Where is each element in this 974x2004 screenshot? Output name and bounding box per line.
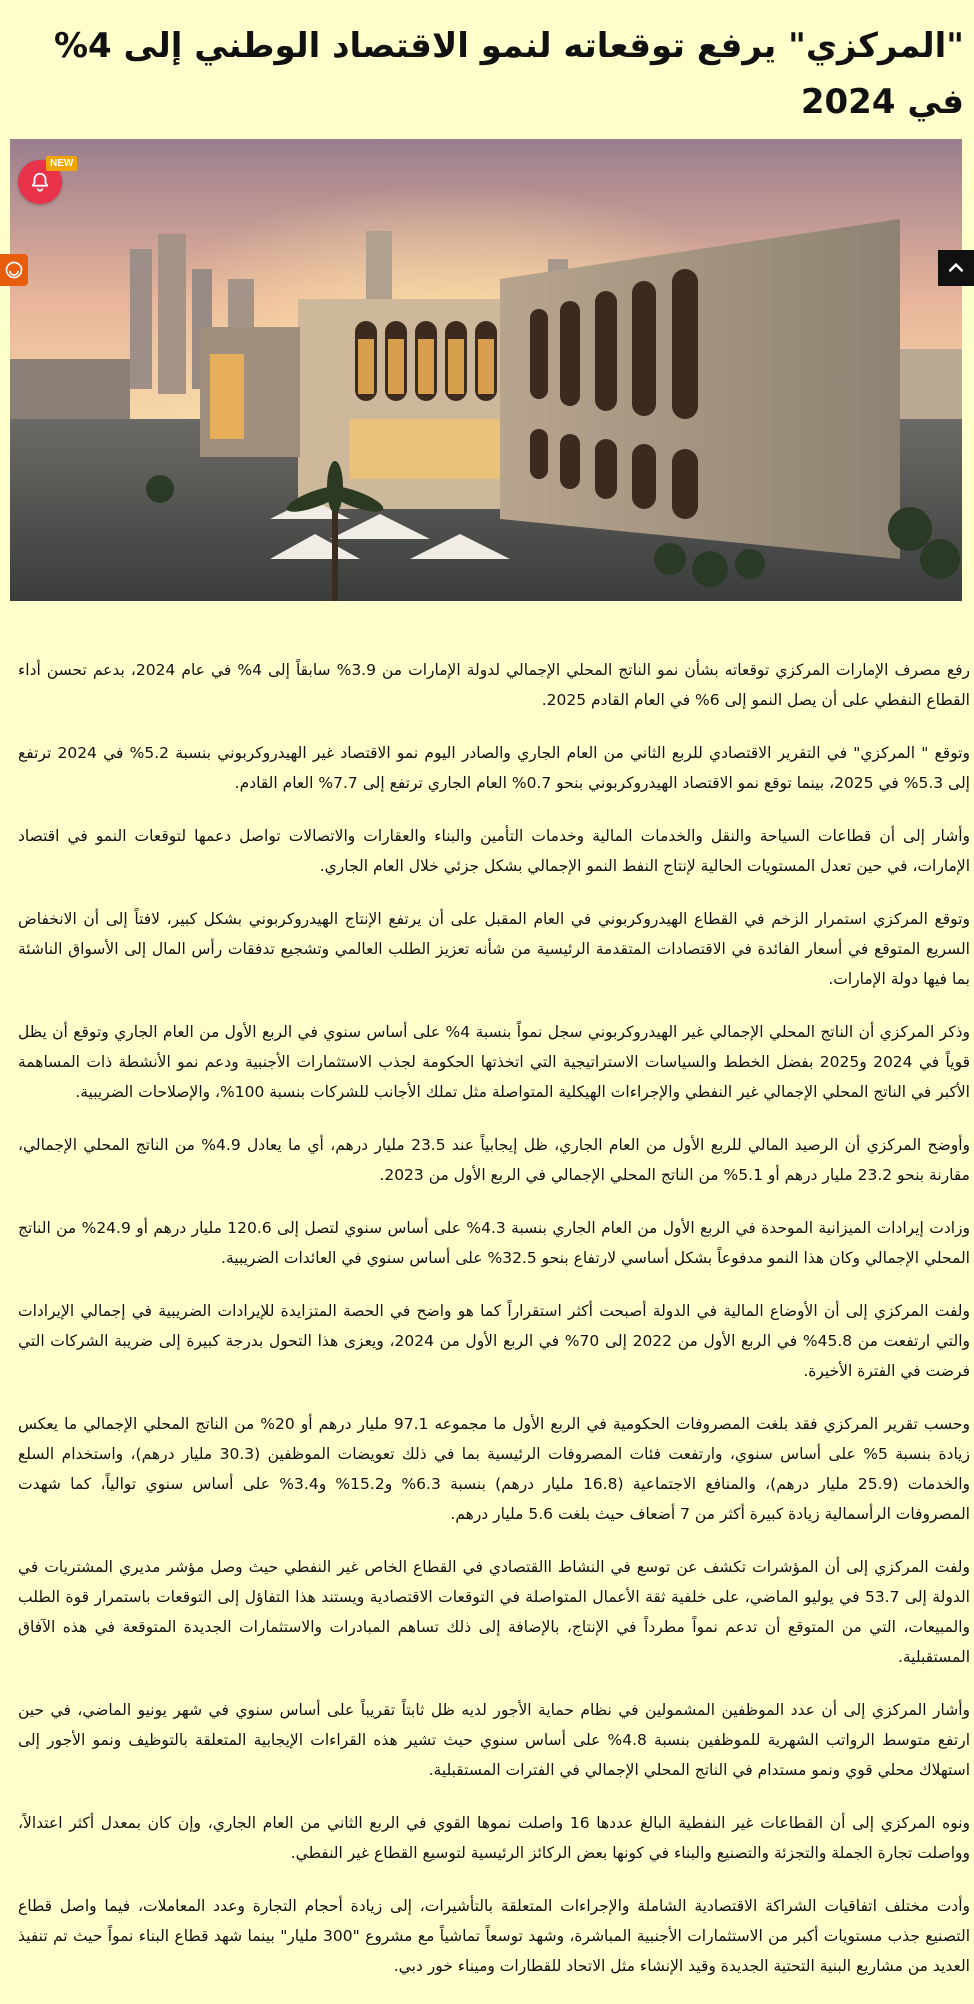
article-hero-image [10,139,962,601]
article-paragraph: وتوقع " المركزي" في التقرير الاقتصادي للربع الثاني من العام الجاري والصادر اليوم نمو الاقتصاد غير الهيدروكربوني بنسبة 5.2% في 2024 ترتفع إلى 5.3% في 2025، بينما توقع نمو الاقتصاد الهيدروكربوني بنحو 0.7% العام الجاري ترتفع إلى 7.7% العام القادم. [18,744,971,792]
article-paragraph: ولفت المركزي إلى أن الأوضاع المالية في الدولة أصبحت أكثر استقراراً كما هو واضح في الحصة المتزايدة للإيرادات الضريبية في إجمالي الإيرادات والتي ارتفعت من 45.8% في الربع الأول من 2022 إلى 70% في الربع الأول من 2024، ويعزى هذا التحول بدرجة كبيرة إلى ضريبة الشركات التي فرضت في الفترة الأخيرة. [18,1302,970,1380]
article-paragraph: ولفت المركزي إلى أن المؤشرات تكشف عن توسع في النشاط االقتصادي في القطاع الخاص غير النفطي حيث وصل مؤشر مديري المشتريات في الدولة إلى 53.7 في يوليو الماضي، على خلفية ثقة الأعمال المتواصلة في التوقعات الاقتصادية ويستند هذا التفاؤل إلى التوقعات باستمرار قوة الطلب والمبيعات، التي من المتوقع أن تدعم نمواً مطرداً في الإنتاج، بالإضافة إلى ذلك تساهم المبادرات والاستثمارات الجديدة المتوقعة في هذه الآفاق المستقبلية. [18,1558,970,1666]
article-paragraph: وحسب تقرير المركزي فقد بلغت المصروفات الحكومية في الربع الأول ما مجموعه 97.1 مليار درهم أو 20% من الناتج المحلي الإجمالي ما يعكس زيادة بنسبة 5% على أساس سنوي، وارتفعت فئات المصروفات الرئيسية بما في ذلك تعويضات الموظفين (30.3 مليار درهم)، واستخدام السلع والخدمات (25.9 مليار درهم)، والمنافع الاجتماعية (16.8 مليار درهم) بنسبة 6.3% و15.2% و3.4% على أساس سنوي توالياً، كما شهدت المصروفات الرأسمالية زيادة كبيرة أكثر من 7 أضعاف حيث بلغت 5.6 مليار درهم. [18,1415,971,1523]
article-paragraph: وذكر المركزي أن الناتج المحلي الإجمالي غير الهيدروكربوني سجل نمواً بنسبة 4% على أساس سنوي في الربع الأول من العام الجاري وتوقع أن يظل قوياً في 2024 و2025 بفضل الخطط والسياسات الاستراتيجية التي اتخذتها الحكومة لجذب الاستثمارات الأجنبية ودعم نمو الأنشطة ذات المساهمة الأكبر في الناتج المحلي الإجمالي غير النفطي والإجراءات الهيكلية المتواصلة مثل تملك الأجانب للشركات بنسبة 100%، والإصلاحات الضريبية. [18,1023,971,1101]
bell-icon [29,171,51,193]
article-paragraph: وأشار المركزي إلى أن عدد الموظفين المشمولين في نظام حماية الأجور لديه ظل ثابتاً تقريباً على أساس سنوي في شهر يونيو الماضي، في حين ارتفع متوسط الرواتب الشهرية للموظفين بنسبة 4.8% على أساس سنوي حيث تشير هذه القراءات الإيجابية المتعلقة بالتوظيف ونمو الأجور إلى استهلاك محلي قوي ونمو مستدام في الناتج المحلي الإجمالي في الفترات المستقبلية. [18,1701,970,1779]
article-paragraph: وتوقع المركزي استمرار الزخم في القطاع الهيدروكربوني في العام المقبل على أن يرتفع الإنتاج الهيدروكربوني بشكل كبير، لافتاً إلى أن الانخفاض السريع المتوقع في أسعار الفائدة في الاقتصادات المتقدمة الرئيسية من شأنه تعزيز الطلب العالمي وتشجيع تدفقات رأس المال إلى الأسواق الناشئة بما فيها دولة الإمارات. [18,910,970,988]
new-badge: NEW [46,156,77,171]
article-body [18,655,970,2004]
article-paragraph: رفع مصرف الإمارات المركزي توقعاته بشأن نمو الناتج المحلي الإجمالي لدولة الإمارات من 3.9% سابقاً إلى 4% في عام 2024، بدعم تحسن أداء القطاع النفطي على أن يصل النمو إلى 6% في العام القادم 2025. [18,661,971,709]
side-chat-widget[interactable] [0,254,28,286]
back-to-top-button[interactable] [938,250,974,286]
chevron-up-icon [946,258,966,278]
article-paragraph: ونوه المركزي إلى أن القطاعات غير النفطية البالغ عددها 16 واصلت نموها القوي في الربع الثاني من العام الجاري، وإن كان بمعدل أكثر اعتدالاً، وواصلت تجارة الجملة والتجزئة والتصنيع والبناء في كونها بعض الركائز الرئيسية لتوسيع القطاع غير النفطي. [18,1814,970,1862]
article-paragraph: وأوضح المركزي أن الرصيد المالي للربع الأول من العام الجاري، ظل إيجابياً عند 23.5 مليار درهم، أي ما يعادل 4.9% من الناتج المحلي الإجمالي، مقارنة بنحو 23.2 مليار درهم أو 5.1% من الناتج المحلي الإجمالي في الربع الأول من 2023. [18,1136,971,1184]
article-title: "المركزي" يرفع توقعاته لنمو الاقتصاد الوطني إلى 4% في 2024 [53,26,964,122]
article-paragraph: وزادت إيرادات الميزانية الموحدة في الربع الأول من العام الجاري بنسبة 4.3% على أساس سنوي لتصل إلى 120.6 مليار درهم أو 24.9% من الناتج المحلي الإجمالي وكان هذا النمو مدفوعاً بشكل أساسي لارتفاع بنحو 32.5% على أساس سنوي في العائدات الضريبية. [18,1219,970,1267]
chat-icon [4,260,24,280]
article-paragraph: وأدت مختلف اتفاقيات الشراكة الاقتصادية الشاملة والإجراءات المتعلقة بالتأشيرات، إلى زيادة أحجام التجارة وعدد المعاملات، فيما واصل قطاع التصنيع جذب مستويات أكبر من الاستثمارات الأجنبية المباشرة، وشهد توسعاً تماشياً مع مشروع "300 مليار" بينما شهد قطاع البناء نمواً حيث تم تنفيذ العديد من مشاريع البنية التحتية الجديدة وقيد الإنشاء مثل الاتحاد للقطارات وميناء خور دبي. [18,1897,970,1975]
article-paragraph: وأشار إلى أن قطاعات السياحة والنقل والخدمات المالية وخدمات التأمين والبناء والعقارات والاتصالات تواصل دعمها لتوقعات النمو في اقتصاد الإمارات، في حين تعدل المستويات الحالية لإنتاج النفط النمو الإجمالي بشكل جزئي خلال العام الجاري. [18,827,970,875]
